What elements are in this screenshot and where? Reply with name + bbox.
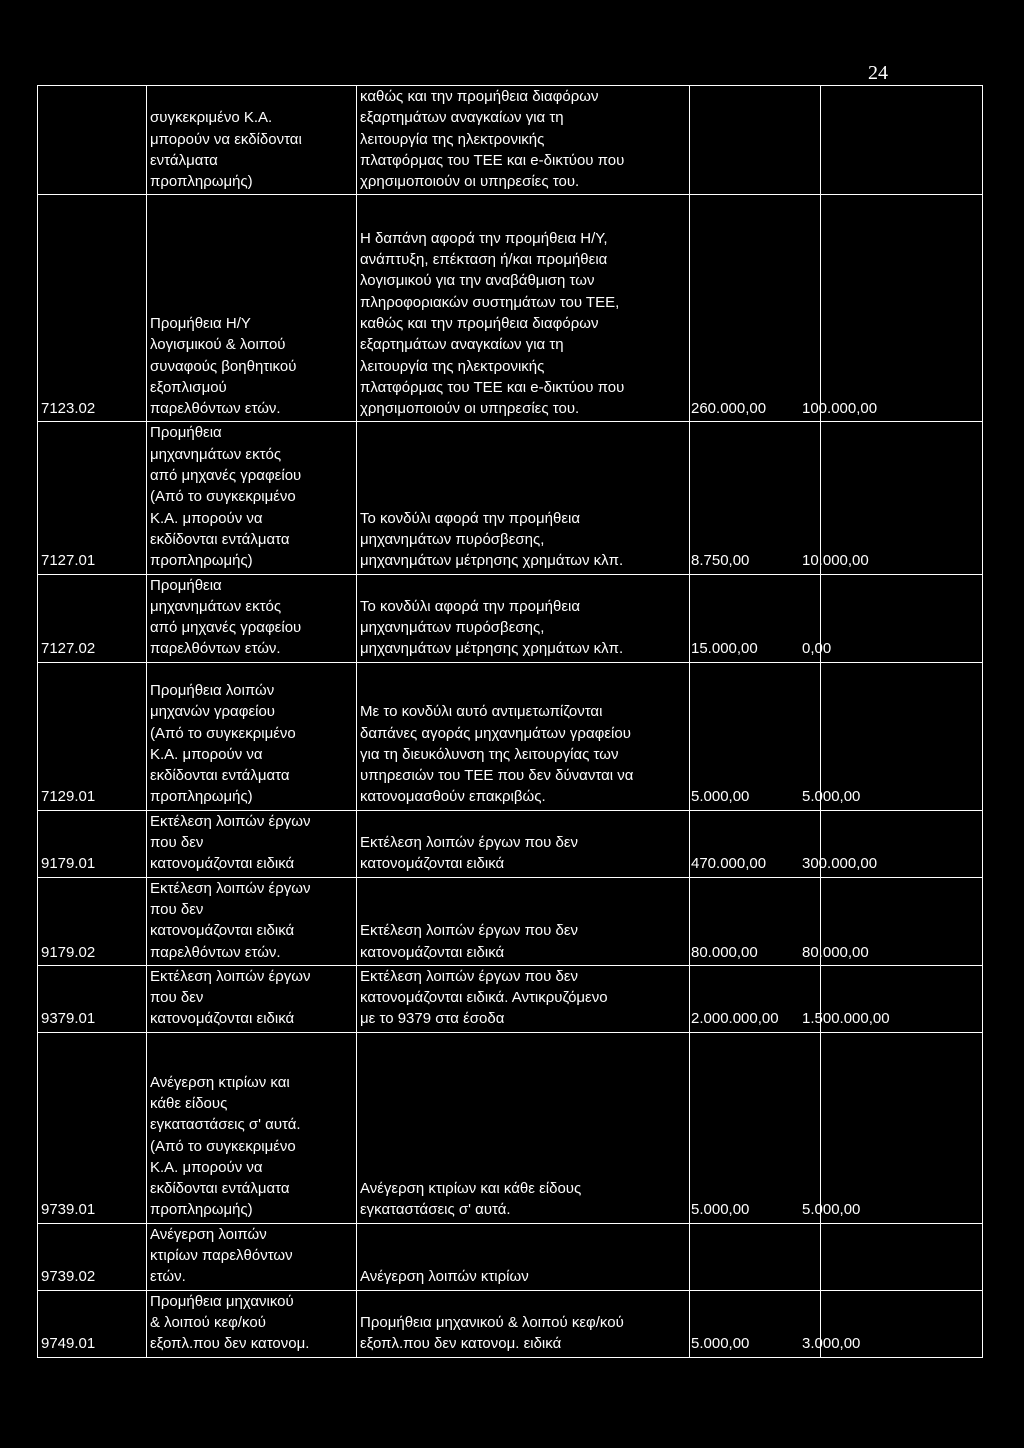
table-row <box>38 195 983 422</box>
account-title-cell <box>147 422 357 574</box>
table-row <box>38 574 983 662</box>
account-title-line: κτιρίων παρελθόντων <box>150 1247 293 1265</box>
account-title-line: εντάλματα <box>150 151 218 169</box>
account-title-line: εκδίδονται εντάλματα <box>150 767 290 785</box>
amount-2: 100.000,00 <box>802 400 878 418</box>
description-cell <box>357 195 690 422</box>
account-title-line: από μηχανές γραφείου <box>150 619 302 637</box>
account-title-line: Προμήθεια <box>150 424 222 442</box>
table-row <box>38 1032 983 1223</box>
account-code: 7127.02 <box>41 640 96 658</box>
amount-1-cell <box>690 810 821 877</box>
description-line: εξαρτημάτων αναγκαίων για τη <box>360 336 564 354</box>
description-cell <box>357 86 690 195</box>
account-title-line: Ανέγερση λοιπών <box>150 1225 267 1243</box>
account-title-line: Προμήθεια λοιπών <box>150 681 275 699</box>
account-title-cell <box>147 1032 357 1223</box>
account-title-line: (Από το συγκεκριμένο <box>150 1137 296 1155</box>
description-line: μηχανημάτων πυρόσβεσης, <box>360 530 545 548</box>
account-title-line: παρελθόντων ετών. <box>150 640 281 658</box>
amount-1: 15.000,00 <box>691 640 758 658</box>
amount-1: 8.750,00 <box>691 552 750 570</box>
account-title-line: (Από το συγκεκριμένο <box>150 724 296 742</box>
account-code: 7123.02 <box>41 400 96 418</box>
amount-2: 300.000,00 <box>802 855 878 873</box>
account-code-cell <box>38 86 147 195</box>
description-line: λειτουργία της ηλεκτρονικής <box>360 357 545 375</box>
account-title-line: κατονομάζονται ειδικά <box>150 1010 295 1028</box>
description-line: Η δαπάνη αφορά την προμήθεια Η/Υ, <box>360 229 608 247</box>
account-title-line: μηχανημάτων εκτός <box>150 597 282 615</box>
table-row <box>38 877 983 965</box>
amount-1-cell <box>690 1290 821 1357</box>
description-line: καθώς και την προμήθεια διαφόρων <box>360 315 599 332</box>
budget-table <box>37 85 983 1358</box>
amount-2: 0,00 <box>802 640 832 658</box>
account-code-cell <box>38 662 147 810</box>
description-cell <box>357 877 690 965</box>
account-title-line: μηχανών γραφείου <box>150 703 276 721</box>
description-line: χρησιμοποιούν οι υπηρεσίες του. <box>360 173 580 191</box>
table-row <box>38 86 983 195</box>
account-code: 9749.01 <box>41 1335 96 1353</box>
account-code-cell <box>38 810 147 877</box>
account-title-line: λογισμικού & λοιπού <box>150 336 286 354</box>
account-title-cell <box>147 877 357 965</box>
amount-1-cell <box>690 1032 821 1223</box>
description-line: καθώς και την προμήθεια διαφόρων <box>360 88 599 105</box>
description-line: Εκτέλεση λοιπών έργων που δεν <box>360 967 579 985</box>
account-title-line: συναφούς βοηθητικού <box>150 357 297 375</box>
amount-1: 5.000,00 <box>691 1201 750 1219</box>
account-title-line: προπληρωμής) <box>150 1201 253 1219</box>
account-title-line: Κ.Α. μπορούν να <box>150 745 263 763</box>
amount-2-cell <box>802 1032 983 1223</box>
amount-2-cell <box>802 1290 983 1357</box>
account-title-line: Κ.Α. μπορούν να <box>150 1158 263 1176</box>
page-number: 24 <box>868 62 888 84</box>
description-line: εγκαταστάσεις σ' αυτά. <box>360 1201 511 1219</box>
account-code: 9739.01 <box>41 1201 96 1219</box>
amount-1: 5.000,00 <box>691 788 750 806</box>
account-title-line: Ανέγερση κτιρίων και <box>150 1073 290 1091</box>
amount-1-cell <box>690 574 821 662</box>
account-title-line: ετών. <box>150 1268 186 1286</box>
description-line: για τη διευκόλυνση της λειτουργίας των <box>360 745 619 763</box>
amount-1-cell <box>690 195 821 422</box>
account-title-line: Προμήθεια <box>150 576 222 594</box>
table-row <box>38 662 983 810</box>
amount-1: 260.000,00 <box>691 400 767 418</box>
amount-2: 10.000,00 <box>802 552 869 570</box>
table-row <box>38 1290 983 1357</box>
amount-2-cell <box>821 1223 983 1290</box>
description-line: Το κονδύλι αφορά την προμήθεια <box>360 597 581 615</box>
account-code: 7127.01 <box>41 552 96 570</box>
amount-2: 80.000,00 <box>802 943 869 961</box>
description-cell <box>357 1290 690 1357</box>
account-code-cell <box>38 1223 147 1290</box>
amount-1-cell <box>690 662 821 810</box>
description-line: υπηρεσιών του ΤΕΕ που δεν δύνανται να <box>360 767 634 785</box>
account-title-line: προπληρωμής) <box>150 552 253 570</box>
account-title-line: εκδίδονται εντάλματα <box>150 1180 290 1198</box>
description-line: λειτουργία της ηλεκτρονικής <box>360 130 545 148</box>
table-row <box>38 422 983 574</box>
amount-1-cell <box>690 422 821 574</box>
account-title-line: συγκεκριμένο Κ.Α. <box>150 109 273 127</box>
description-line: κατονομασθούν επακριβώς. <box>360 788 546 806</box>
description-line: πλατφόρμας του ΤΕΕ και e-δικτύου που <box>360 151 625 169</box>
account-code-cell <box>38 1032 147 1223</box>
amount-2-cell <box>802 662 983 810</box>
amount-1-cell <box>690 965 821 1032</box>
account-code: 9179.02 <box>41 943 96 961</box>
account-title-line: εγκαταστάσεις σ' αυτά. <box>150 1116 301 1134</box>
account-code-cell <box>38 422 147 574</box>
account-title-line: που δεν <box>150 900 204 918</box>
table-row <box>38 810 983 877</box>
amount-2: 5.000,00 <box>802 788 861 806</box>
account-title-line: Προμήθεια μηχανικού <box>150 1292 294 1310</box>
table-row <box>38 965 983 1032</box>
amount-2-cell <box>802 574 983 662</box>
description-line: Ανέγερση λοιπών κτιρίων <box>360 1268 529 1286</box>
description-line: μηχανημάτων μέτρησης χρημάτων κλπ. <box>360 640 624 658</box>
amount-1: 2.000.000,00 <box>691 1010 779 1028</box>
account-title-line: εξοπλ.που δεν κατονομ. <box>150 1335 310 1353</box>
account-title-line: Εκτέλεση λοιπών έργων <box>150 812 311 830</box>
description-line: Εκτέλεση λοιπών έργων που δεν <box>360 922 579 940</box>
amount-1-cell <box>690 86 821 195</box>
account-title-cell <box>147 1223 357 1290</box>
account-title-line: που δεν <box>150 834 204 852</box>
description-line: πλατφόρμας του ΤΕΕ και e-δικτύου που <box>360 378 625 396</box>
description-line: δαπάνες αγοράς μηχανημάτων γραφείου <box>360 724 631 742</box>
account-code-cell <box>38 195 147 422</box>
account-title-cell <box>147 662 357 810</box>
description-line: Ανέγερση κτιρίων και κάθε είδους <box>360 1180 582 1198</box>
account-title-line: παρελθόντων ετών. <box>150 400 281 418</box>
amount-2: 1.500.000,00 <box>802 1010 890 1028</box>
account-code-cell <box>38 574 147 662</box>
account-code-cell <box>38 877 147 965</box>
amount-1: 470.000,00 <box>691 855 767 873</box>
description-line: πληροφοριακών συστημάτων του ΤΕΕ, <box>360 293 620 311</box>
account-title-line: κάθε είδους <box>150 1094 228 1112</box>
account-title-line: & λοιπού κεφ/κού <box>150 1313 266 1331</box>
account-title-cell <box>147 965 357 1032</box>
description-line: Το κονδύλι αφορά την προμήθεια <box>360 509 581 527</box>
description-line: εξοπλ.που δεν κατονομ. ειδικά <box>360 1335 562 1353</box>
amount-2: 5.000,00 <box>802 1201 861 1219</box>
account-title-line: εξοπλισμού <box>150 378 227 396</box>
account-code-cell <box>38 1290 147 1357</box>
description-cell <box>357 1032 690 1223</box>
description-line: χρησιμοποιούν οι υπηρεσίες του. <box>360 400 580 418</box>
account-title-line: Εκτέλεση λοιπών έργων <box>150 879 311 897</box>
description-line: κατονομάζονται ειδικά <box>360 943 505 961</box>
account-code: 9379.01 <box>41 1010 96 1028</box>
account-code: 9179.01 <box>41 855 96 873</box>
budget-table-body <box>38 86 983 1358</box>
account-title-cell <box>147 195 357 422</box>
account-title-line: παρελθόντων ετών. <box>150 943 281 961</box>
amount-1-cell <box>690 1223 821 1290</box>
account-code: 9739.02 <box>41 1268 96 1286</box>
description-cell <box>357 1223 690 1290</box>
account-title-line: που δεν <box>150 989 204 1007</box>
amount-2-cell <box>802 195 983 422</box>
amount-2-cell <box>821 86 983 195</box>
description-line: Εκτέλεση λοιπών έργων που δεν <box>360 834 579 852</box>
description-line: μηχανημάτων πυρόσβεσης, <box>360 619 545 637</box>
account-title-line: Εκτέλεση λοιπών έργων <box>150 967 311 985</box>
description-cell <box>357 965 690 1032</box>
amount-2-cell <box>802 422 983 574</box>
description-line: Προμήθεια μηχανικού & λοιπού κεφ/κού <box>360 1313 624 1331</box>
description-line: κατονομάζονται ειδικά <box>360 855 505 873</box>
description-cell <box>357 662 690 810</box>
description-line: λογισμικού για την αναβάθμιση των <box>360 272 595 290</box>
amount-1: 5.000,00 <box>691 1335 750 1353</box>
account-title-line: εκδίδονται εντάλματα <box>150 530 290 548</box>
description-line: Με το κονδύλι αυτό αντιμετωπίζονται <box>360 703 603 721</box>
description-line: με το 9379 στα έσοδα <box>360 1010 505 1028</box>
account-title-line: κατονομάζονται ειδικά <box>150 922 295 940</box>
account-title-line: προπληρωμής) <box>150 788 253 806</box>
account-code: 7129.01 <box>41 788 96 806</box>
account-title-line: μπορούν να εκδίδονται <box>150 130 302 148</box>
account-title-line: (Από το συγκεκριμένο <box>150 488 296 506</box>
account-title-cell <box>147 86 357 195</box>
amount-1: 80.000,00 <box>691 943 758 961</box>
amount-2: 3.000,00 <box>802 1335 861 1353</box>
account-title-cell <box>147 574 357 662</box>
description-line: ανάπτυξη, επέκταση ή/και προμήθεια <box>360 251 608 269</box>
account-title-cell <box>147 1290 357 1357</box>
account-title-line: Προμήθεια Η/Υ <box>150 315 251 332</box>
description-line: εξαρτημάτων αναγκαίων για τη <box>360 109 564 127</box>
amount-2-cell <box>802 965 983 1032</box>
description-cell <box>357 574 690 662</box>
amount-2-cell <box>802 810 983 877</box>
amount-2-cell <box>802 877 983 965</box>
account-title-line: από μηχανές γραφείου <box>150 467 302 485</box>
account-code-cell <box>38 965 147 1032</box>
description-cell <box>357 422 690 574</box>
table-row <box>38 1223 983 1290</box>
account-title-cell <box>147 810 357 877</box>
account-title-line: Κ.Α. μπορούν να <box>150 509 263 527</box>
account-title-line: μηχανημάτων εκτός <box>150 445 282 463</box>
account-title-line: κατονομάζονται ειδικά <box>150 855 295 873</box>
description-line: κατονομάζονται ειδικά. Αντικρυζόμενο <box>360 989 608 1007</box>
description-line: μηχανημάτων μέτρησης χρημάτων κλπ. <box>360 552 624 570</box>
amount-1-cell <box>690 877 821 965</box>
description-cell <box>357 810 690 877</box>
account-title-line: προπληρωμής) <box>150 173 253 191</box>
